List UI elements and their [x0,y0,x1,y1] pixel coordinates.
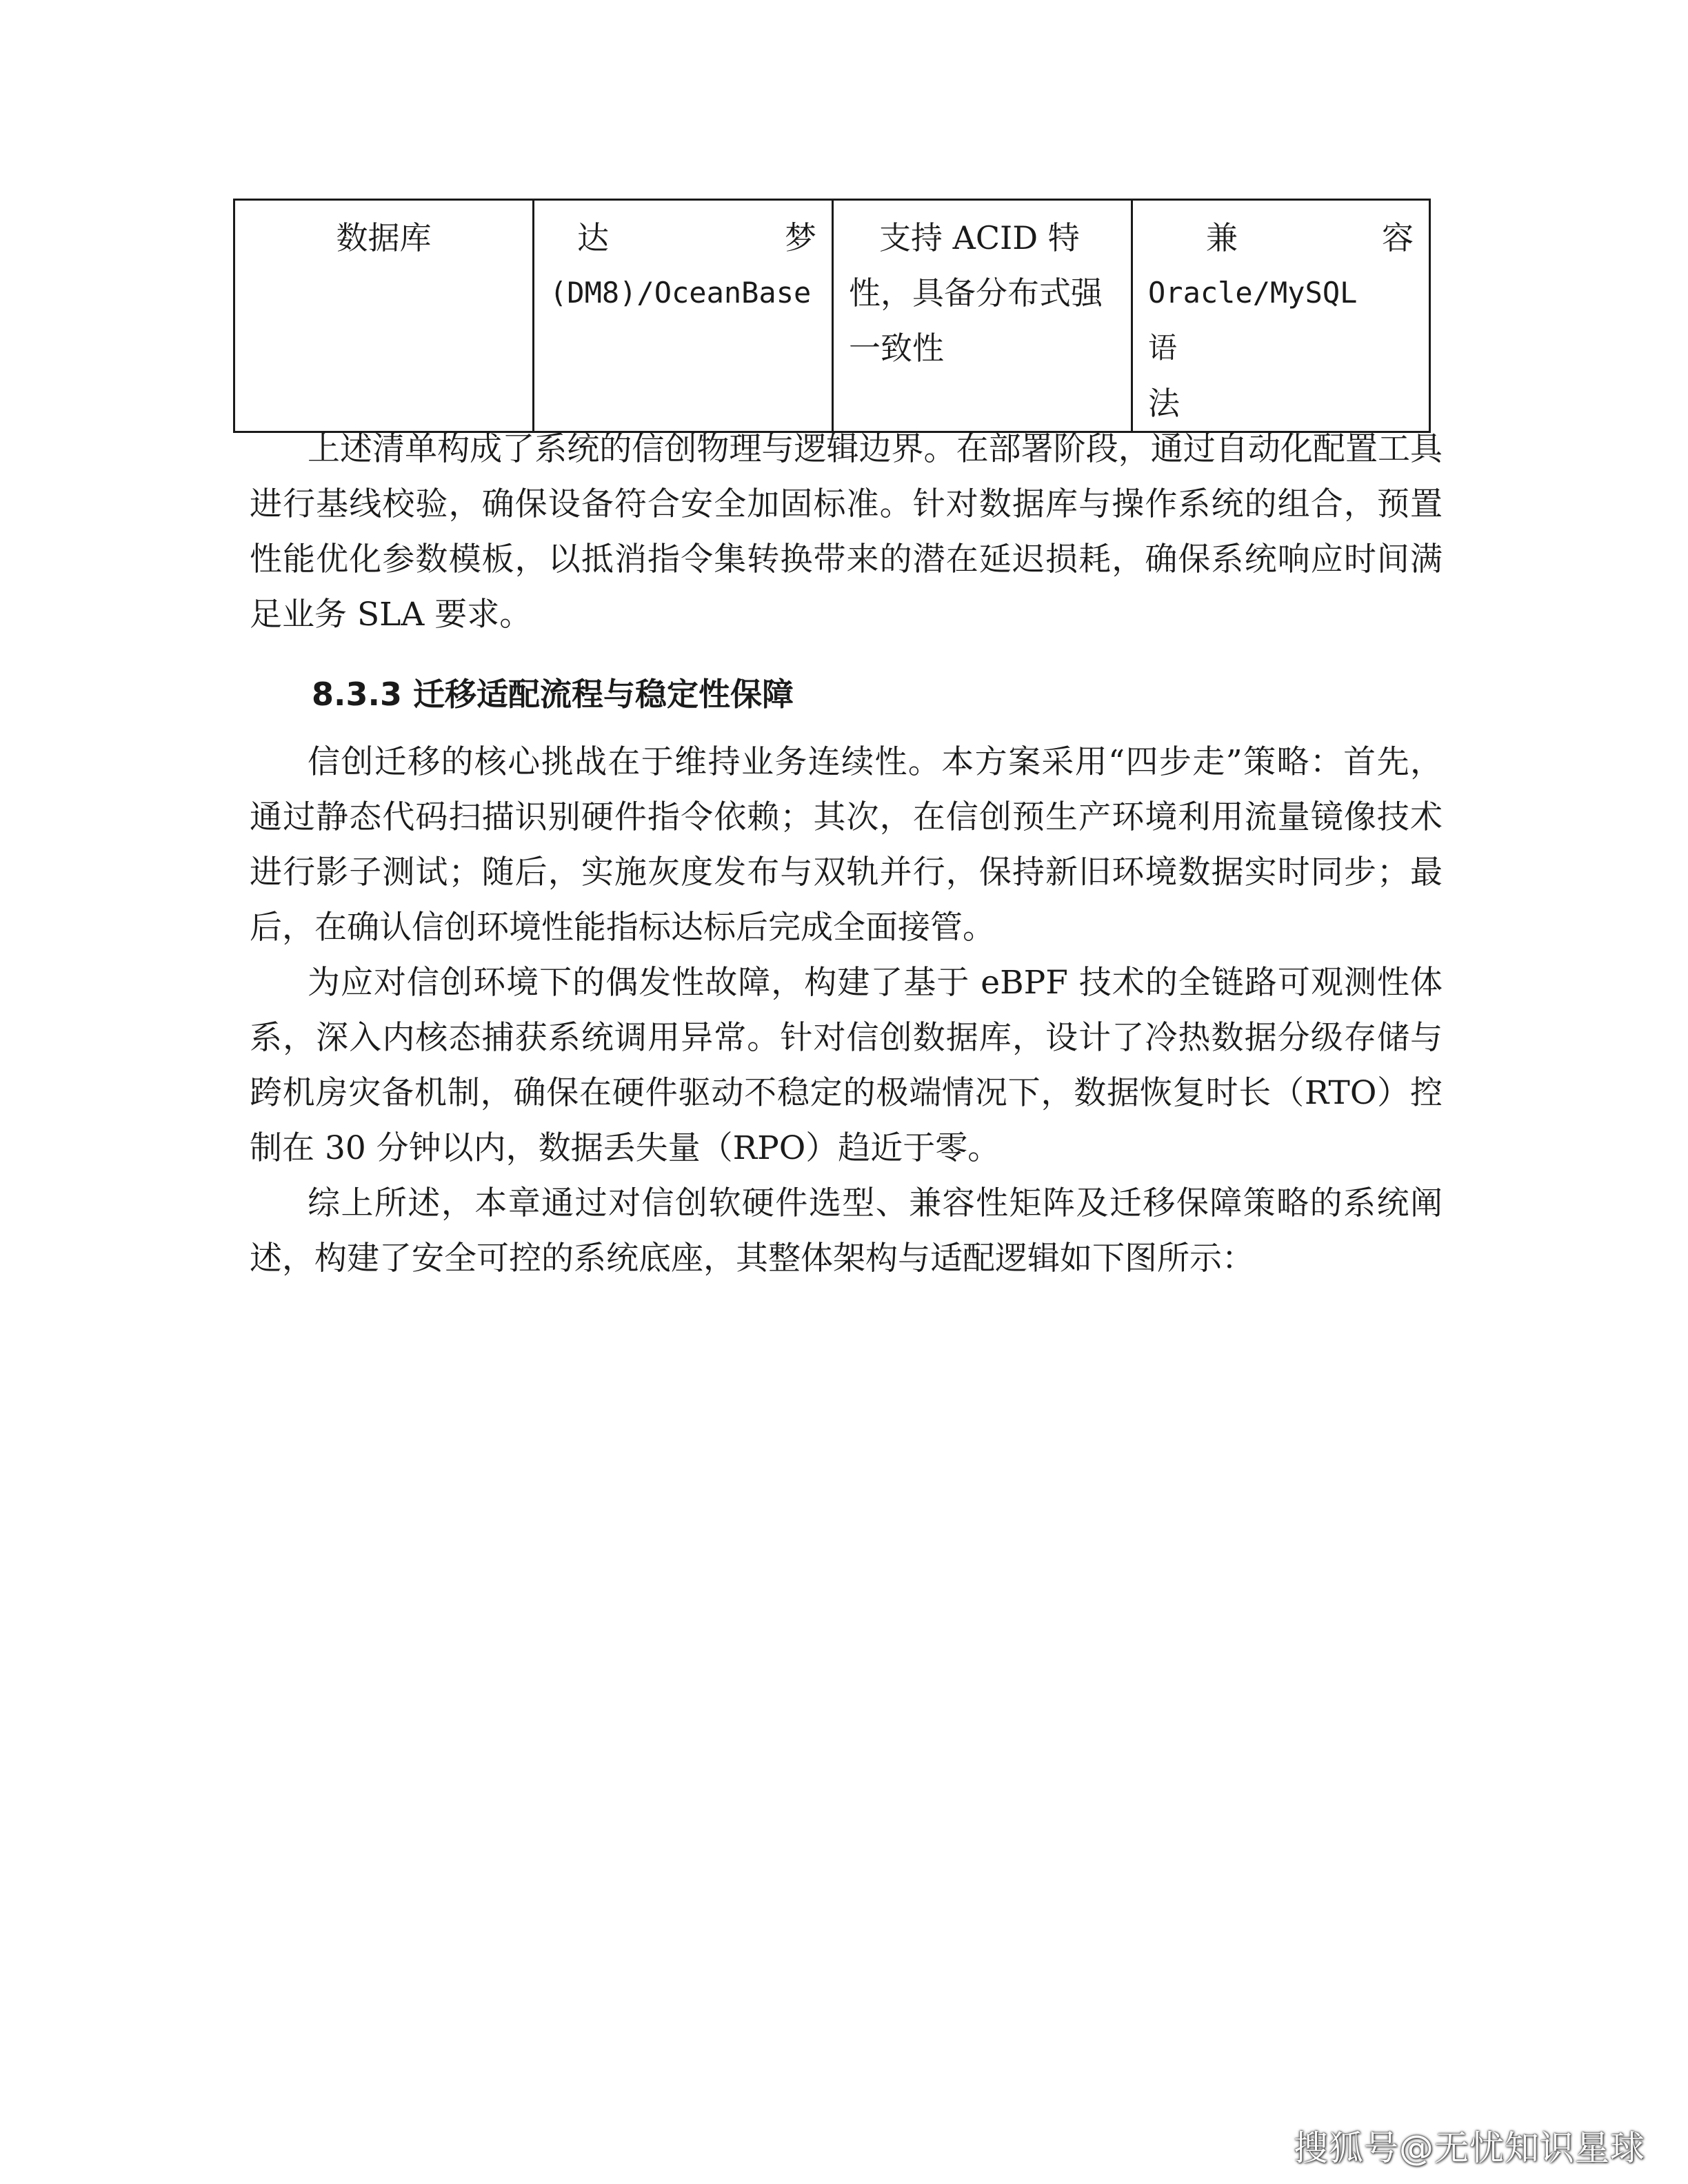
paragraph-3: 为应对信创环境下的偶发性故障，构建了基于 eBPF 技术的全链路可观测性体系，深入内核态捕获系统调用异常。针对信创数据库，设计了冷热数据分级存储与跨机房灾备机制，确保在硬件驱动不稳定的极端情况下，数据恢复时长（RTO）控制在 30 分钟以内，数据丢失量（RPO）趋近于零。 [250,964,1443,1167]
feature-line-3: 一致性 [849,330,944,367]
product-line-1 [550,210,816,265]
product-line-1-left: 达 [577,219,609,256]
table-cell-feature [833,200,1132,432]
paragraph-1: 上述清单构成了系统的信创物理与逻辑边界。在部署阶段，通过自动化配置工具进行基线校验，确保设备符合安全加固标准。针对数据库与操作系统的组合，预置性能优化参数模板，以抵消指令集转换带来的潜在延迟损耗，确保系统响应时间满足业务 SLA 要求。 [250,430,1443,634]
category-text: 数据库 [336,219,432,256]
product-line-1-right: 梦 [785,219,816,256]
compat-line-1-right: 容 [1382,219,1414,256]
table-row [234,200,1430,432]
feature-line-1: 支持 ACID 特 [879,219,1080,256]
watermark: 搜狐号@无忧知识星球 [1294,2128,1645,2168]
table-cell-category [234,200,534,432]
table-cell-product [534,200,833,432]
compat-line-3: 法 [1148,385,1180,422]
table-cell-compat [1132,200,1430,432]
paragraph-2: 信创迁移的核心挑战在于维持业务连续性。本方案采用“四步走”策略：首先，通过静态代码扫描识别硬件指令依赖；其次，在信创预生产环境利用流量镜像技术进行影子测试；随后，实施灰度发布与双轨并行，保持新旧环境数据实时同步；最后，在确认信创环境性能指标达标后完成全面接管。 [250,743,1443,947]
paragraph-4: 综上所述，本章通过对信创软硬件选型、兼容性矩阵及迁移保障策略的系统阐述，构建了安全可控的系统底座，其整体架构与适配逻辑如下图所示： [250,1184,1443,1277]
spec-table [233,199,1431,433]
paragraph-block-2 [250,735,1443,1286]
product-line-2: (DM8)/OceanBase [550,276,812,310]
compat-line-2: Oracle/MySQL 语 [1148,276,1387,365]
section-heading: 8.3.3 迁移适配流程与稳定性保障 [312,676,794,713]
feature-line-2: 性，具备分布式强 [849,274,1103,312]
compat-line-1-left: 兼 [1206,219,1238,256]
paragraph-block-1 [250,422,1443,643]
compat-line-1 [1148,210,1414,265]
